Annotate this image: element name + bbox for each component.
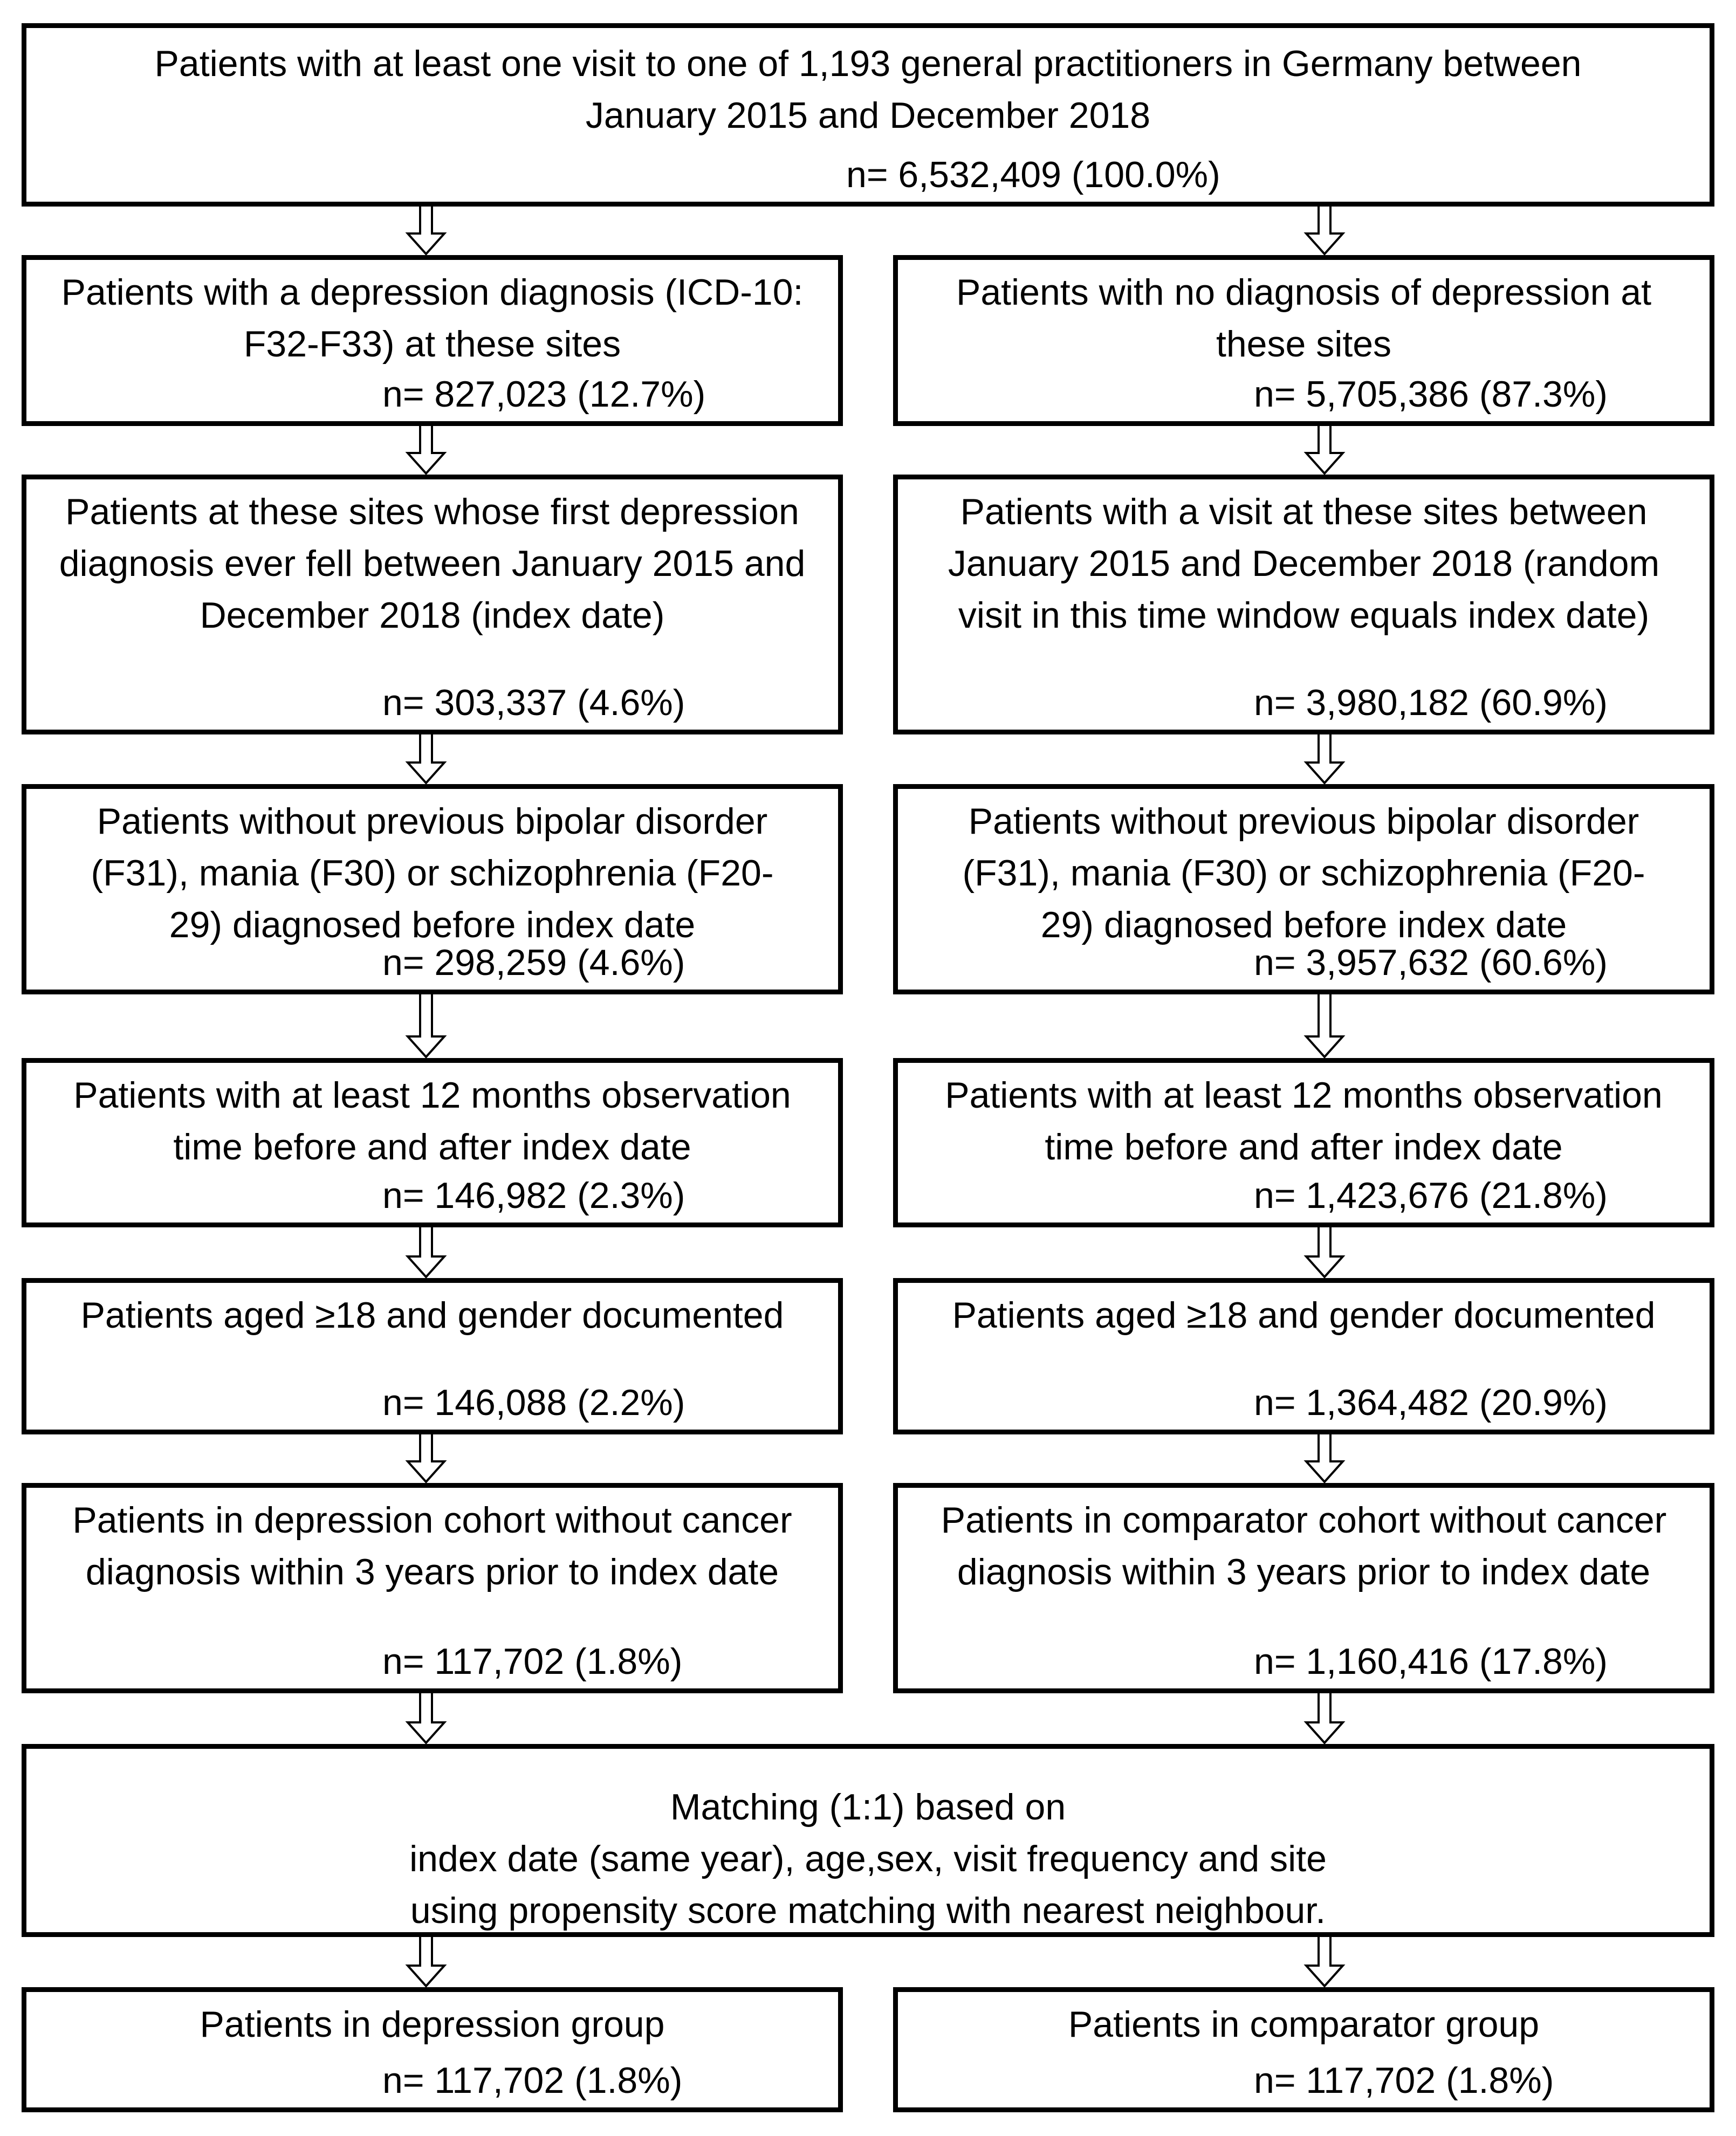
box-description-line: 29) diagnosed before index date [169,904,696,945]
hollow-down-arrow-icon [404,207,448,255]
hollow-down-arrow-icon [1303,1693,1346,1744]
hollow-down-arrow-icon [404,1434,448,1483]
box-description-line: Patients aged ≥18 and gender documented [80,1295,784,1336]
box-description-line: 29) diagnosed before index date [1040,904,1567,945]
box-count: n= 146,088 (2.2%) [382,1382,685,1423]
hollow-down-arrow-icon [1303,734,1346,784]
box-depression-diagnosis [22,255,843,426]
box-description-line: Patients at these sites whose first depression [65,491,799,532]
box-description-line: (F31), mania (F30) or schizophrenia (F20- [962,853,1645,894]
box-description-line: December 2018 (index date) [200,595,665,636]
box-count: n= 6,532,409 (100.0%) [846,154,1220,195]
box-description-line: Patients in depression group [200,2004,665,2045]
box-count: n= 1,364,482 (20.9%) [1254,1382,1608,1423]
box-description-line: diagnosis within 3 years prior to index date [85,1551,779,1592]
box-description-line: Patients aged ≥18 and gender documented [952,1295,1656,1336]
box-count: n= 117,702 (1.8%) [382,2060,683,2101]
box-description-line: Patients in comparator group [1068,2004,1540,2045]
box-description-line: January 2015 and December 2018 [585,95,1151,136]
box-visit-random-index-date [893,475,1714,734]
box-12-months-observation [22,1058,843,1227]
box-description-line: index date (same year), age,sex, visit frequency and site [409,1838,1327,1879]
box-description-line: (F31), mania (F30) or schizophrenia (F20- [91,853,774,894]
box-count: n= 146,982 (2.3%) [382,1175,685,1216]
box-aged-18-gender [22,1278,843,1434]
box-no-bipolar-mania-schizophrenia [893,784,1714,994]
box-count: n= 1,423,676 (21.8%) [1254,1175,1608,1216]
box-description-line: Patients with a visit at these sites between [960,491,1648,532]
box-description-line: time before and after index date [173,1127,691,1167]
box-description-line: F32-F33) at these sites [243,324,621,365]
hollow-down-arrow-icon [1303,994,1346,1058]
hollow-down-arrow-icon [1303,207,1346,255]
box-matching [22,1744,1714,1937]
box-description-line: Patients in comparator cohort without cancer [941,1500,1667,1541]
hollow-down-arrow-icon [404,994,448,1058]
box-count: n= 827,023 (12.7%) [382,374,706,415]
box-no-bipolar-mania-schizophrenia [22,784,843,994]
hollow-down-arrow-icon [404,1693,448,1744]
box-count: n= 1,160,416 (17.8%) [1254,1641,1608,1682]
box-count: n= 117,702 (1.8%) [1254,2060,1554,2101]
box-description-line: these sites [1216,324,1392,365]
box-description-line: Patients without previous bipolar disorder [968,801,1639,842]
hollow-down-arrow-icon [1303,426,1346,475]
box-12-months-observation [893,1058,1714,1227]
box-count: n= 3,957,632 (60.6%) [1254,942,1608,983]
box-no-depression-diagnosis [893,255,1714,426]
box-count: n= 5,705,386 (87.3%) [1254,374,1608,415]
hollow-down-arrow-icon [1303,1227,1346,1278]
box-description-line: January 2015 and December 2018 (random [948,543,1660,584]
box-description-line: Patients without previous bipolar disorder [97,801,768,842]
box-description-line: Patients with a depression diagnosis (ICD-10: [61,272,804,313]
hollow-down-arrow-icon [404,1227,448,1278]
box-description-line: visit in this time window equals index date) [958,595,1650,636]
box-description-line: diagnosis within 3 years prior to index date [957,1551,1651,1592]
box-comparator-group [893,1987,1714,2112]
box-description-line: Matching (1:1) based on [670,1787,1066,1828]
box-count: n= 117,702 (1.8%) [382,1641,683,1682]
box-description-line: using propensity score matching with nearest neighbour. [410,1890,1326,1931]
hollow-down-arrow-icon [1303,1937,1346,1987]
box-description-line: Patients in depression cohort without cancer [72,1500,792,1541]
box-description-line: Patients with at least one visit to one of 1,193 general practitioners in Germany between [154,43,1582,84]
box-description-line: Patients with at least 12 months observation [73,1075,791,1116]
box-count: n= 3,980,182 (60.9%) [1254,682,1608,723]
hollow-down-arrow-icon [404,1937,448,1987]
box-comparator-no-cancer [893,1483,1714,1693]
box-all-patients [22,23,1714,207]
box-count: n= 303,337 (4.6%) [382,682,685,723]
box-first-depression-index-date [22,475,843,734]
hollow-down-arrow-icon [1303,1434,1346,1483]
box-depression-no-cancer [22,1483,843,1693]
box-description-line: Patients with no diagnosis of depression at [956,272,1651,313]
box-depression-group [22,1987,843,2112]
box-description-line: diagnosis ever fell between January 2015 and [59,543,806,584]
box-description-line: time before and after index date [1045,1127,1563,1167]
hollow-down-arrow-icon [404,734,448,784]
box-count: n= 298,259 (4.6%) [382,942,685,983]
hollow-down-arrow-icon [404,426,448,475]
box-description-line: Patients with at least 12 months observation [945,1075,1663,1116]
box-aged-18-gender [893,1278,1714,1434]
